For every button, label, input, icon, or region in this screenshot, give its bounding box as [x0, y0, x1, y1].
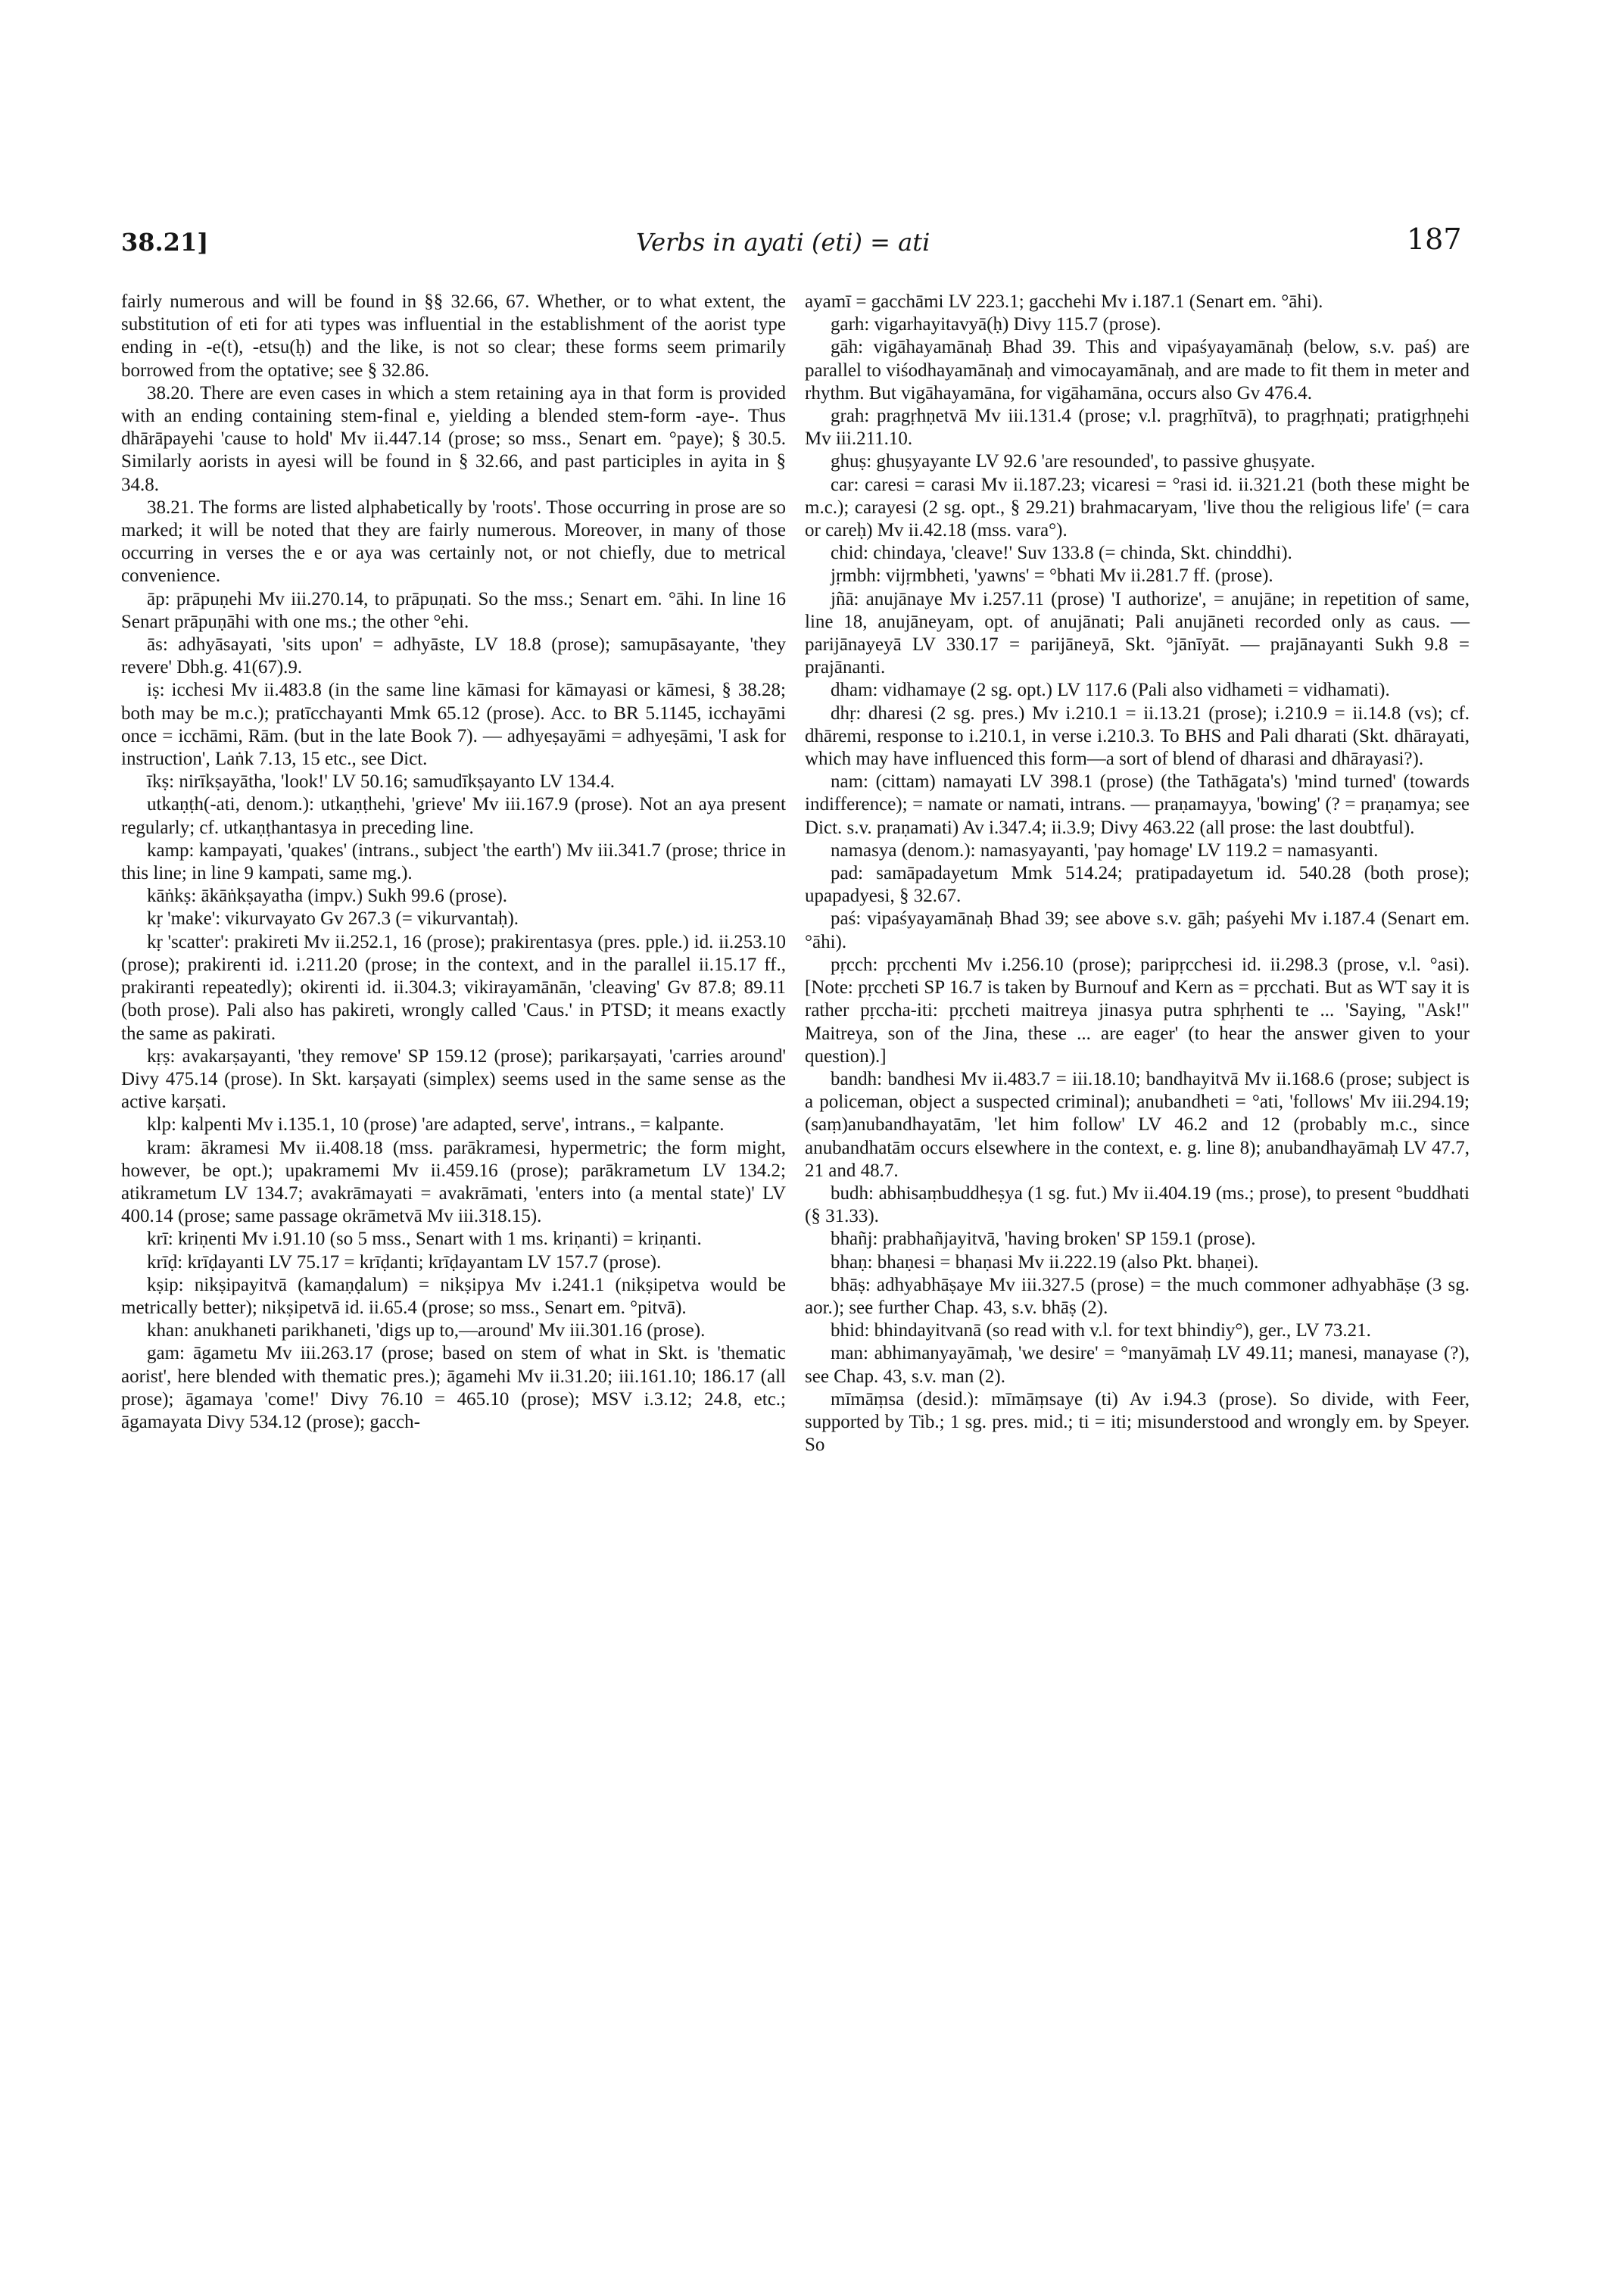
entry-iks: īkṣ: nirīkṣayātha, 'look!' LV 50.16; samudīkṣayanto LV 134.4.: [147, 771, 616, 793]
paragraph: fairly numerous and will be found in §§ 32.66, 67. Whether, or to what extent, the substitution of eti for ati types was influential in the establishment of the aorist type ending in -e(t), -etsu(ḥ) and the like, is not so clear; these forms seem primarily borrowed from the optative; see § 32.86.: [121, 291, 786, 381]
entry-utkanth: utkaṇṭh(-ati, denom.): utkaṇṭhehi, 'grieve' Mv iii.167.9 (prose). Not an aya present regularly; cf. utkaṇṭhantasya in preceding line.: [121, 794, 786, 838]
entry-khan: khan: anukhaneti parikhaneti, 'digs up to,—around' Mv iii.301.16 (prose).: [147, 1320, 706, 1341]
entry-dhr: dhṛ: dharesi (2 sg. pres.) Mv i.210.1 = ii.13.21 (prose); i.210.9 = ii.14.8 (vs); cf. dhāremi, response to i.210.1, in verse i.210.3. To BHS and Pali dharati (Skt. dhārayati, which may have influenced this form—a sort of blend of dharasi and dhārayasi?).: [805, 703, 1470, 770]
entry-bhas: bhāṣ: adhyabhāṣaye Mv iii.327.5 (prose) = the much commoner adhyabhāṣe (3 sg. aor.); see further Chap. 43, s.v. bhāṣ (2).: [805, 1274, 1470, 1318]
entry-bhanj: bhañj: prabhañjayitvā, 'having broken' SP 159.1 (prose).: [831, 1229, 1256, 1250]
paragraph: 38.20. There are even cases in which a stem retaining aya in that form is provided with an ending containing stem-final e, yielding a blended stem-form -aye-. Thus dhārāpayehi 'cause to hold' Mv ii.447.14 (prose; so mss., Senart em. °paye); § 30.5. Similarly aorists in ayesi will be found in § 32.66, and past participles in ayita in § 34.8.: [121, 382, 786, 495]
paragraph: 38.21. The forms are listed alphabetically by 'roots'. Those occurring in prose are so marked; it will be noted that they are fairly numerous. Moreover, in many of those occurring in verses the e or aya was certainly not, or not chiefly, due to metrical convenience.: [121, 497, 786, 587]
running-title: Verbs in ayati (eti) = ati: [636, 228, 930, 257]
left-column: [121, 291, 786, 1434]
page-number: 187: [1407, 223, 1462, 256]
entry-budh: budh: abhisaṃbuddheṣya (1 sg. fut.) Mv ii.404.19 (ms.; prose), to present °buddhati (§ 31.33).: [805, 1182, 1470, 1227]
entry-krs: kṛṣ: avakarṣayanti, 'they remove' SP 159.12 (prose); parikarṣayati, 'carries around' Divy 475.14 (prose). In Skt. karṣayati (simplex) seems used in the same sense as the active karṣati.: [121, 1045, 786, 1113]
entry-jna: jñā: anujānaye Mv i.257.11 (prose) 'I authorize', = anujāne; in repetition of same, line 18, anujāneyam, opt. of anujānati; Pali anujāneti recorded only as caus. — parijānayeyā LV 330.17 = parijāneyā, Skt. °jānīyāt. — prajānayanti Sukh 9.8 = prajānanti.: [805, 588, 1470, 678]
entry-dham: dham: vidhamaye (2 sg. opt.) LV 117.6 (Pali also vidhameti = vidhamati).: [831, 680, 1390, 701]
entry-pad: pad: samāpadayetum Mmk 514.24; pratipadayetum id. 540.28 (both prose); upapadyesi, § 32.67.: [805, 863, 1470, 907]
entry-ap: āp: prāpuṇehi Mv iii.270.14, to prāpuṇati. So the mss.; Senart em. °āhi. In line 16 Senart prāpuṇāhi with one ms.; the other °ehi.: [121, 588, 786, 632]
entry-car: car: caresi = carasi Mv ii.187.23; vicaresi = °rasi id. ii.321.21 (both these might be m.c.); carayesi (2 sg. opt., § 29.21) brahmacaryam, 'live thou the religious life' (= cara or careḥ) Mv ii.42.18 (mss. vara°).: [805, 474, 1470, 541]
entry-kr-scatter: kṛ 'scatter': prakireti Mv ii.252.1, 16 (prose); prakirentasya (pres. pple.) id. ii.253.10 (prose); prakirenti id. i.211.20 (prose; in the context, and in the parallel ii.15.17 ff., prakiranti repeatedly); okirenti id. ii.304.3; vikirayamānān, 'cleaving' Gv 87.8; 89.11 (both prose). Pali also has pakireti, wrongly called 'Caus.' in PTSD; it means exactly the same as pakirati.: [121, 931, 786, 1044]
entry-pas: paś: vipaśyayamānaḥ Bhad 39; see above s.v. gāh; paśyehi Mv i.187.4 (Senart em. °āhi).: [805, 908, 1470, 952]
entry-as: ās: adhyāsayati, 'sits upon' = adhyāste, LV 18.8 (prose); samupāsayante, 'they revere' Dbh.g. 41(67).9.: [121, 634, 786, 678]
entry-kr-make: kṛ 'make': vikurvayato Gv 267.3 (= vikurvantaḥ).: [147, 908, 519, 930]
entry-garh: garh: vigarhayitavyā(ḥ) Divy 115.7 (prose).: [831, 314, 1161, 335]
right-column: [805, 291, 1470, 1456]
entry-nam: nam: (cittam) namayati LV 398.1 (prose) (the Tathāgata's) 'mind turned' (towards indifference); = namate or namati, intrans. — praṇamayya, 'bowing' (? = praṇamya; see Dict. s.v. praṇamati) Av i.347.4; ii.3.9; Divy 463.22 (all prose: the last doubtful).: [805, 771, 1470, 838]
entry-gam: gam: āgametu Mv iii.263.17 (prose; based on stem of what in Skt. is 'thematic aorist', here blended with thematic pres.); āgamehi Mv ii.31.20; iii.161.10; 186.17 (all prose); āgamaya 'come!' Divy 76.10 = 465.10 (prose); MSV i.3.12; 24.8, etc.; āgamayata Divy 534.12 (prose); gacch-: [121, 1343, 786, 1432]
entry-bhid: bhid: bhindayitvanā (so read with v.l. for text bhindiy°), ger., LV 73.21.: [831, 1320, 1371, 1341]
entry-kram: kram: ākramesi Mv ii.408.18 (mss. parākramesi, hypermetric; the form might, however, be opt.); upakramemi Mv ii.459.16 (prose); parākrametum LV 134.2; atikrametum LV 134.7; avakrāmayati = avakrāmati, 'enters into (a mental state)' LV 400.14 (prose; same passage okrāmetvā Mv iii.318.15).: [121, 1137, 786, 1227]
entry-grah: grah: pragṛhṇetvā Mv iii.131.4 (prose; v.l. pragṛhītvā), to pragṛhṇati; pratigṛhṇehi Mv iii.211.10.: [805, 406, 1470, 450]
entry-ghus: ghuṣ: ghuṣyayante LV 92.6 'are resounded', to passive ghuṣyate.: [831, 451, 1316, 472]
entry-gah: gāh: vigāhayamānaḥ Bhad 39. This and vipaśyayamānaḥ (below, s.v. paś) are parallel to viśodhayamānaḥ and vimocayamānaḥ, and are made to fit them in meter and rhythm. But vigāhayamāna, for vigāhamāna, occurs also Gv 476.4.: [805, 337, 1470, 403]
entry-kri: krī: kriṇenti Mv i.91.10 (so 5 mss., Senart with 1 ms. kriṇanti) = kriṇanti.: [147, 1229, 702, 1250]
entry-mimamsa: mīmāṃsa (desid.): mīmāṃsaye (ti) Av i.94.3 (prose). So divide, with Feer, supported by Tib.; 1 sg. pres. mid.; ti = iti; misunderstood and wrongly em. by Speyer. So: [805, 1388, 1470, 1456]
section-number: 38.21]: [121, 228, 209, 257]
paragraph: ayamī = gacchāmi LV 223.1; gacchehi Mv i.187.1 (Senart em. °āhi).: [805, 291, 1323, 312]
entry-namasya: namasya (denom.): namasyayanti, 'pay homage' LV 119.2 = namasyanti.: [831, 840, 1379, 861]
entry-bhan: bhaṇ: bhaṇesi = bhaṇasi Mv ii.222.19 (also Pkt. bhaṇei).: [831, 1251, 1259, 1273]
entry-prcch: pṛcch: pṛcchenti Mv i.256.10 (prose); paripṛcchesi id. ii.298.3 (prose, v.l. °asi). [Note: pṛccheti SP 16.7 is taken by Burnouf and Kern as = pṛcchati. But as WT say it is rather pṛccha-iti: pṛccheti maitreya jinasya putra sphṛhenti te ... 'Saying, "Ask!" Maitreya, son of the Jina, these ... are eager' (to hear the answer given to your question).]: [805, 954, 1470, 1067]
entry-chid: chid: chindaya, 'cleave!' Suv 133.8 (= chinda, Skt. chinddhi).: [831, 543, 1292, 564]
entry-ksip: kṣip: nikṣipayitvā (kamaṇḍalum) = nikṣipya Mv i.241.1 (nikṣipetva would be metrically better); nikṣipetvā id. ii.65.4 (prose; so mss., Senart em. °pitvā).: [121, 1274, 786, 1318]
entry-kamp: kamp: kampayati, 'quakes' (intrans., subject 'the earth') Mv iii.341.7 (prose; thrice in this line; in line 9 kampati, same mg.).: [121, 840, 786, 884]
entry-man: man: abhimanyayāmaḥ, 'we desire' = °manyāmaḥ LV 49.11; manesi, manayase (?), see Chap. 43, s.v. man (2).: [805, 1343, 1470, 1387]
entry-kanks: kāṅkṣ: ākāṅkṣayatha (impv.) Sukh 99.6 (prose).: [147, 886, 508, 907]
entry-krid: krīḍ: krīḍayanti LV 75.17 = krīḍanti; krīḍayantam LV 157.7 (prose).: [147, 1251, 662, 1273]
entry-is: iṣ: icchesi Mv ii.483.8 (in the same line kāmasi for kāmayasi or kāmesi, § 38.28; both may be m.c.); pratīcchayanti Mmk 65.12 (prose). Acc. to BR 5.1145, icchayāmi once = icchāmi, Rām. (but in the late Book 7). — adhyeṣayāmi = adhyeṣāmi, 'I ask for instruction', Laṅk 7.13, 15 etc., see Dict.: [121, 680, 786, 770]
entry-jrmbh: jṛmbh: vijṛmbheti, 'yawns' = °bhati Mv ii.281.7 ff. (prose).: [831, 565, 1273, 587]
entry-klp: klp: kalpenti Mv i.135.1, 10 (prose) 'are adapted, serve', intrans., = kalpante.: [147, 1114, 725, 1136]
entry-bandh: bandh: bandhesi Mv ii.483.7 = iii.18.10; bandhayitvā Mv ii.168.6 (prose; subject is a policeman, object a suspected criminal); anubandheti = °ati, 'follows' Mv iii.294.19; (saṃ)anubandhayatām, 'let him follow' LV 46.2 and 12 (probably m.c., since anubandhatām occurs elsewhere in the context, e. g. line 8); anubandhayāmaḥ LV 47.7, 21 and 48.7.: [805, 1068, 1470, 1181]
